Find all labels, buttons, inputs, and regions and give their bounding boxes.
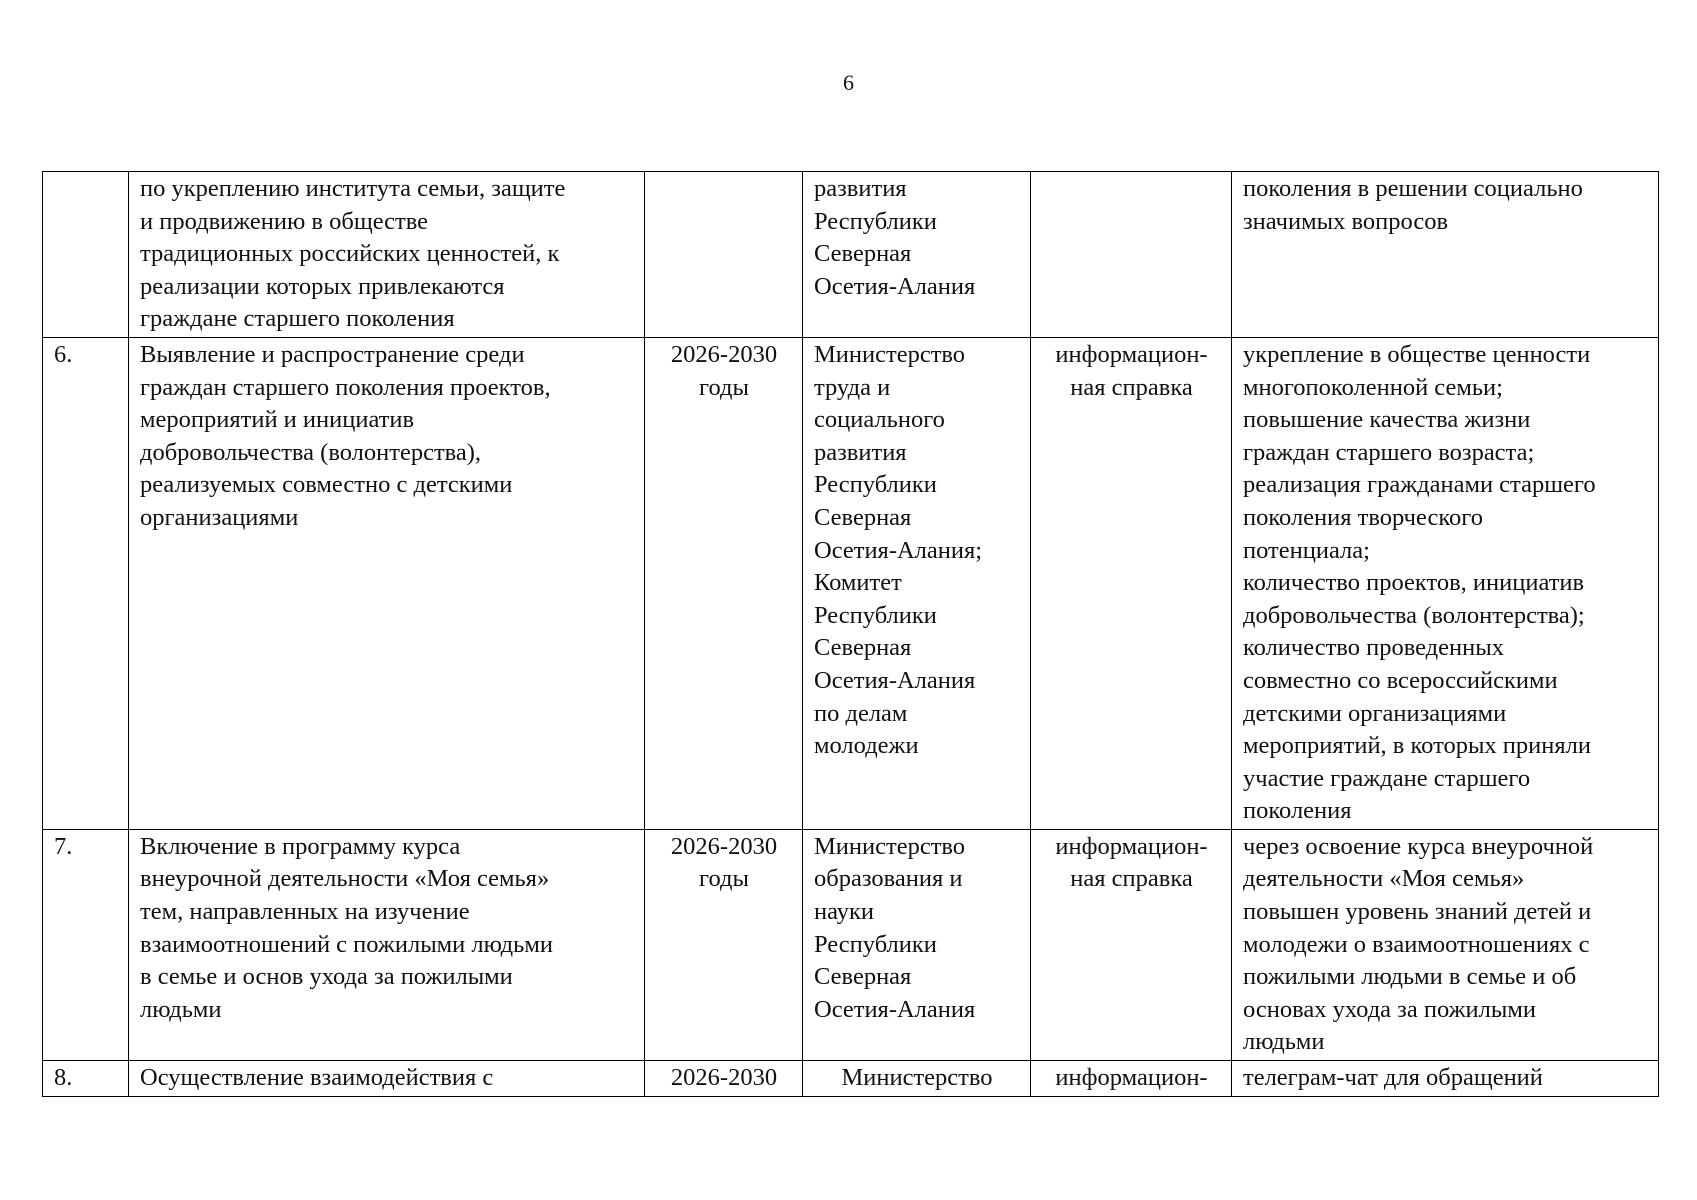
activity-cell: Осуществление взаимодействия с	[129, 1061, 645, 1097]
row-number-cell: 8.	[43, 1061, 129, 1097]
table-row	[43, 1061, 1659, 1097]
activity-cell: Включение в программу курса внеурочной деятельности «Моя семья» тем, направленных на изучение взаимоотношений с пожилыми людьми в семье и основ ухода за пожилыми людьми	[129, 829, 645, 1060]
period-cell: 2026-2030 годы	[645, 829, 803, 1060]
activity-cell: по укреплению института семьи, защите и продвижению в обществе традиционных российских ценностей, к реализации которых привлекаются граждане старшего поколения	[129, 172, 645, 338]
document-cell	[1031, 172, 1232, 338]
row-number-cell: 6.	[43, 337, 129, 829]
table-row	[43, 337, 1659, 829]
period-cell: 2026-2030	[645, 1061, 803, 1097]
result-cell: укрепление в обществе ценности многопоколенной семьи; повышение качества жизни граждан старшего возраста; реализация гражданами старшего поколения творческого потенциала; количество проектов, инициатив добровольчества (волонтерства); количество проведенных совместно со всероссийскими детскими организациями мероприятий, в которых приняли участие граждане старшего поколения	[1232, 337, 1659, 829]
period-cell: 2026-2030 годы	[645, 337, 803, 829]
result-cell: поколения в решении социально значимых вопросов	[1232, 172, 1659, 338]
row-number-cell: 7.	[43, 829, 129, 1060]
document-cell: информацион- ная справка	[1031, 337, 1232, 829]
table-row	[43, 829, 1659, 1060]
executor-cell: Министерство образования и науки Республики Северная Осетия-Алания	[803, 829, 1031, 1060]
document-cell: информацион-	[1031, 1061, 1232, 1097]
action-plan-table	[42, 171, 1659, 1097]
executor-cell: Министерство	[803, 1061, 1031, 1097]
table-row	[43, 172, 1659, 338]
document-cell: информацион- ная справка	[1031, 829, 1232, 1060]
page-number: 6	[843, 70, 854, 95]
result-cell: телеграм-чат для обращений	[1232, 1061, 1659, 1097]
period-cell	[645, 172, 803, 338]
executor-cell: Министерство труда и социального развития Республики Северная Осетия-Алания; Комитет Республики Северная Осетия-Алания по делам молодежи	[803, 337, 1031, 829]
result-cell: через освоение курса внеурочной деятельности «Моя семья» повышен уровень знаний детей и молодежи о взаимоотношениях с пожилыми людьми в семье и об основах ухода за пожилыми людьми	[1232, 829, 1659, 1060]
activity-cell: Выявление и распространение среди граждан старшего поколения проектов, мероприятий и инициатив добровольчества (волонтерства), реализуемых совместно с детскими организациями	[129, 337, 645, 829]
row-number-cell	[43, 172, 129, 338]
executor-cell: развития Республики Северная Осетия-Алания	[803, 172, 1031, 338]
